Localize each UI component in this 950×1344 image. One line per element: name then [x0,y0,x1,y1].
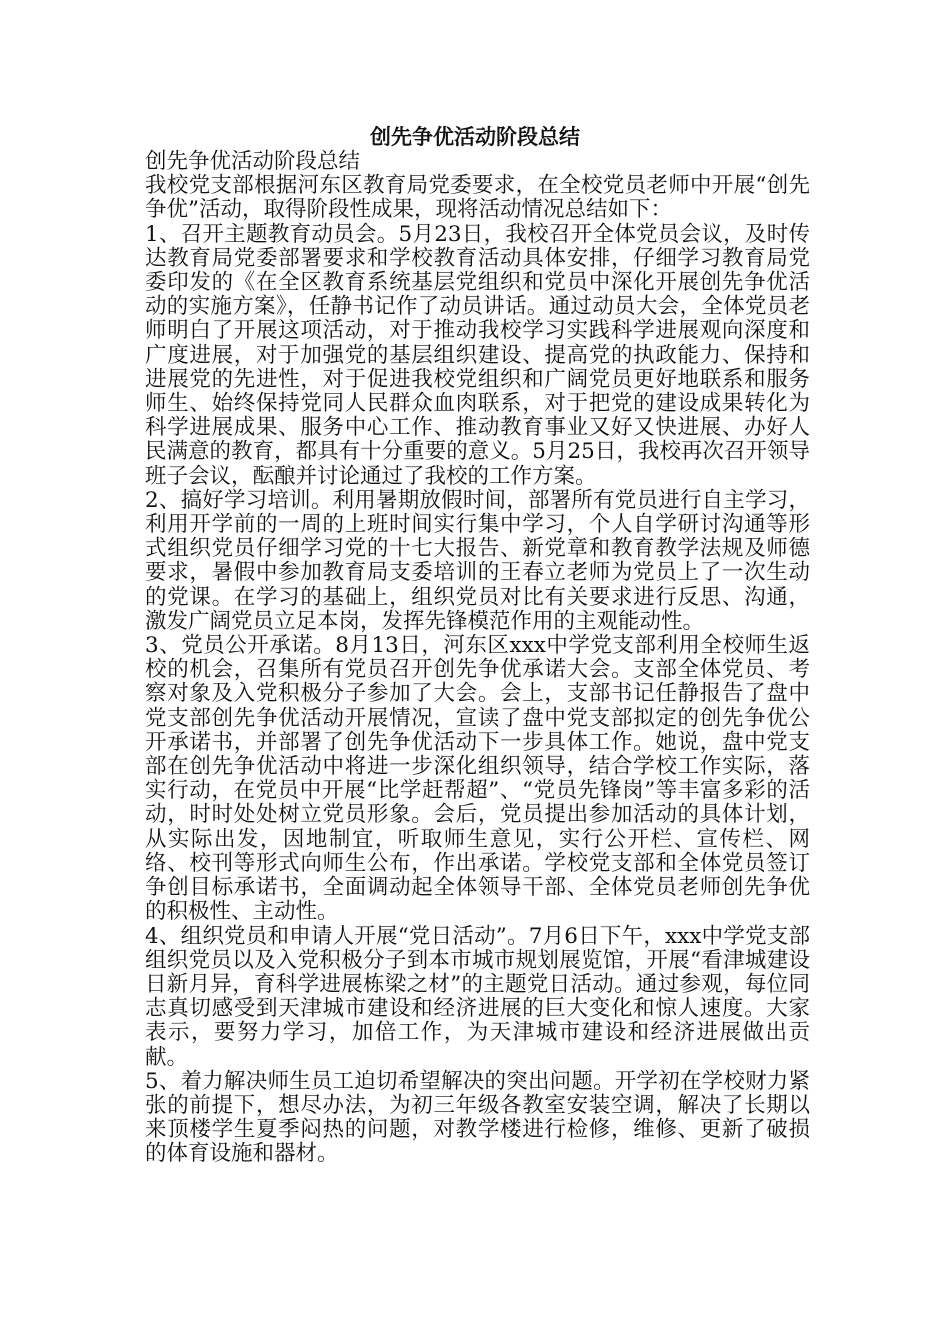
paragraph-item-2: 2、搞好学习培训。利用暑期放假时间，部署所有党员进行自主学习，利用开学前的一周的上班时间实行集中学习，个人自学研讨沟通等形式组织党员仔细学习党的十七大报告、新党章和教育教学法规及师德要求，暑假中参加教育局支委培训的王春立老师为党员上了一次生动的党课。在学习的基础上，组织党员对比有关要求进行反思、沟通，激发广阔党员立足本岗，发挥先锋模范作用的主观能动性。 [145,487,810,634]
paragraph-subtitle: 创先争优活动阶段总结 [145,149,361,174]
paragraph-item-3: 3、党员公开承诺。8月13日，河东区xxx中学党支部利用全校师生返校的机会，召集所有党员召开创先争优承诺大会。支部全体党员、考察对象及入党积极分子参加了大会。会上，支部书记任静报告了盘中党支部创先争优活动开展情况，宣读了盘中党支部拟定的创先争优公开承诺书，并部署了创先争优活动下一步具体工作。她说，盘中党支部在创先争优活动中将进一步深化组织领导，结合学校工作实际，落实行动，在党员中开展“比学赶帮超”、“党员先锋岗”等丰富多彩的活动，时时处处树立党员形象。会后，党员提出参加活动的具体计划，从实际出发，因地制宜，听取师生意见，实行公开栏、宣传栏、网络、校刊等形式向师生公布，作出承诺。学校党支部和全体党员签订争创目标承诺书，全面调动起全体领导干部、全体党员老师创先争优的积极性、主动性。 [145,633,810,925]
paragraph-item-5: 5、着力解决师生员工迫切希望解决的突出问题。开学初在学校财力紧张的前提下，想尽办法，为初三年级各教室安装空调，解决了长期以来顶楼学生夏季闷热的问题，对教学楼进行检修，维修、更新了破损的体育设施和器材。 [145,1068,810,1167]
document-body [145,150,810,1167]
paragraph-intro: 我校党支部根据河东区教育局党委要求，在全校党员老师中开展“创先争优”活动，取得阶段性成果，现将活动情况总结如下： [145,173,810,223]
paragraph-item-4: 4、组织党员和申请人开展“党日活动”。7月6日下午，xxx中学党支部组织党员以及入党积极分子到本市城市规划展览馆，开展“看津城建设日新月异，育科学进展栋梁之材”的主题党日活动。通过参观，每位同志真切感受到天津城市建设和经济进展的巨大变化和惊人速度。大家表示，要努力学习，加倍工作，为天津城市建设和经济进展做出贡献。 [145,923,810,1070]
paragraph-item-1: 1、召开主题教育动员会。5月23日，我校召开全体党员会议，及时传达教育局党委部署要求和学校教育活动具体安排，仔细学习教育局党委印发的《在全区教育系统基层党组织和党员中深化开展创先争优活动的实施方案》，任静书记作了动员讲话。通过动员大会，全体党员老师明白了开展这项活动，对于推动我校学习实践科学进展观向深度和广度进展，对于加强党的基层组织建设、提高党的执政能力、保持和进展党的先进性，对于促进我校党组织和广阔党员更好地联系和服务师生、始终保持党同人民群众血肉联系，对于把党的建设成果转化为科学进展成果、服务中心工作、推动教育事业又好又快进展、办好人民满意的教育，都具有十分重要的意义。5月25日，我校再次召开领导班子会议，酝酿并讨论通过了我校的工作方案。 [145,221,810,489]
document-title: 创先争优活动阶段总结 [370,125,580,149]
